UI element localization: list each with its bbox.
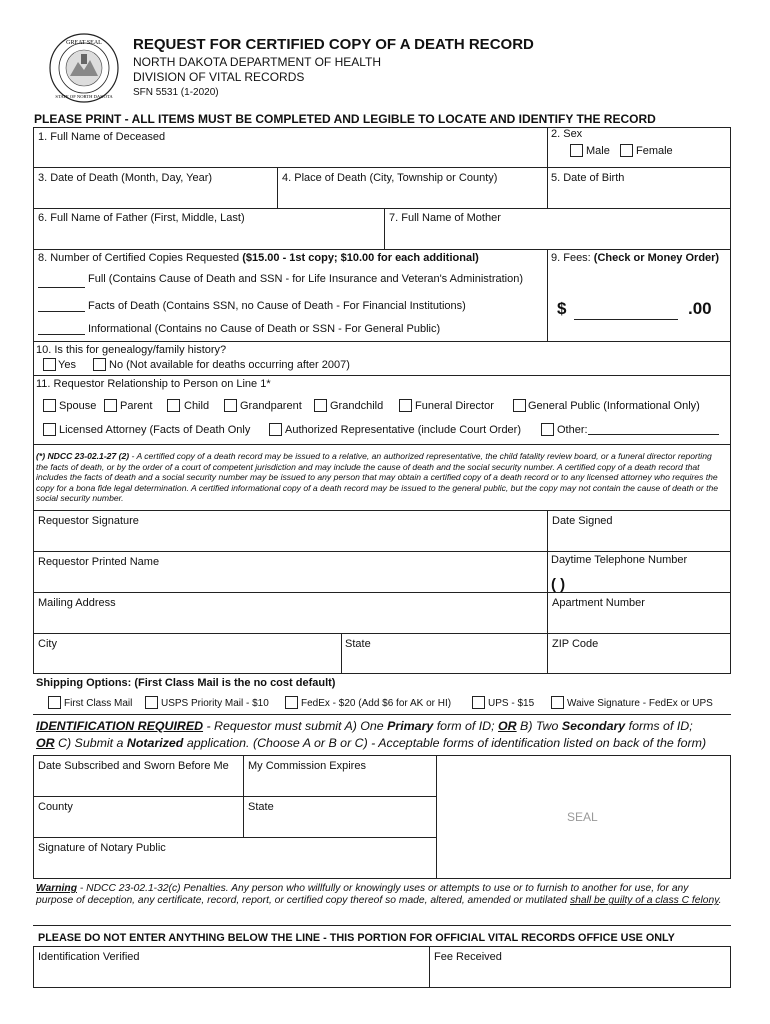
ship-waive-signature-label: Waive Signature - FedEx or UPS [567,698,713,709]
warning-heading: Warning [36,883,77,894]
fee-amount-line[interactable] [574,319,678,320]
division-name: DIVISION OF VITAL RECORDS [133,70,305,84]
notary-state-input[interactable] [248,817,431,833]
rel-authorized-rep-label: Authorized Representative (include Court Order) [285,424,522,436]
ship-fedex-label: FedEx - $20 (Add $6 for AK or HI) [301,698,452,709]
rel-licensed-attorney-label: Licensed Attorney (Facts of Death Only [59,424,251,436]
id-notarized: Notarized [126,736,184,750]
ship-usps-priority-label: USPS Priority Mail - $10 [161,698,269,709]
date-of-birth-input[interactable] [551,188,725,204]
rel-funeral-director-label: Funeral Director [415,400,494,412]
statute-paragraph [36,451,724,504]
ship-first-class-label: First Class Mail [64,698,133,709]
rel-grandparent-checkbox[interactable] [224,399,237,412]
date-sworn-input[interactable] [38,776,238,792]
city-input[interactable] [38,654,334,670]
notary-seal-placeholder: SEAL [567,810,598,824]
id-secondary: Secondary [561,719,626,733]
zip-code-input[interactable] [552,654,724,670]
genealogy-no-label: No (Not available for deaths occurring after 2007) [109,359,350,371]
rel-other-label: Other: [557,424,588,436]
sex-female-label: Female [636,145,673,157]
print-instruction: PLEASE PRINT - ALL ITEMS MUST BE COMPLETED AND LEGIBLE TO LOCATE AND IDENTIFY THE RECORD [34,112,656,126]
field-label-genealogy: 10. Is this for genealogy/family history? [36,344,227,356]
field-label-fees [551,252,719,265]
fee-dollar-sign: $ [557,299,567,318]
rel-child-label: Child [184,400,210,412]
phone-area-code-parens[interactable]: ( ) [551,576,566,593]
notary-signature-label: Signature of Notary Public [38,842,166,854]
state-label: State [345,638,371,650]
father-name-input[interactable] [38,229,378,245]
zip-code-label: ZIP Code [552,638,599,650]
office-use-notice: PLEASE DO NOT ENTER ANYTHING BELOW THE LINE - THIS PORTION FOR OFFICIAL VITAL RECORDS OFFICE USE ONLY [38,932,675,944]
place-of-death-input[interactable] [282,188,542,204]
form-number: SFN 5531 (1-2020) [133,87,219,98]
field-label-copies [38,252,479,265]
requestor-printed-name-input[interactable] [38,572,538,588]
requestor-signature-input[interactable] [38,531,538,547]
rel-child-checkbox[interactable] [167,399,180,412]
field-label-mother-name: 7. Full Name of Mother [389,212,501,224]
id-or-1: OR [498,719,517,733]
state-input[interactable] [345,654,541,670]
apartment-number-input[interactable] [552,613,724,629]
rel-funeral-director-checkbox[interactable] [399,399,412,412]
warning-paragraph [36,883,728,908]
id-required-line2 [36,736,706,751]
commission-expires-input[interactable] [248,776,431,792]
rel-grandchild-label: Grandchild [330,400,384,412]
rel-general-public-label: General Public (Informational Only) [528,400,700,412]
copies-label-text: 8. Number of Certified Copies Requested [38,252,243,264]
rel-spouse-checkbox[interactable] [43,399,56,412]
daytime-phone-label: Daytime Telephone Number [551,554,688,566]
id-primary: Primary [387,719,434,733]
copy-info-label: Informational (Contains no Cause of Death or SSN - For General Public) [88,323,441,335]
rel-parent-checkbox[interactable] [104,399,117,412]
ship-fedex-checkbox[interactable] [285,696,298,709]
rel-spouse-label: Spouse [59,400,97,412]
fee-cents: .00 [688,299,712,318]
commission-expires-label: My Commission Expires [248,760,366,772]
mailing-address-label: Mailing Address [38,597,116,609]
warning-text: - NDCC 23-02.1-32(c) Penalties. Any person who willfully or knowingly uses or attempts to use or to furnish to another for use, for any purpose of deception, any certificate, record, report, or certified copy thereof so made, altered, amended or mutilated [36,883,689,907]
city-label: City [38,638,57,650]
date-of-death-input[interactable] [38,188,270,204]
ship-ups-label: UPS - $15 [488,698,535,709]
ship-first-class-checkbox[interactable] [48,696,61,709]
id-verified-label: Identification Verified [38,951,140,963]
field-label-sex: 2. Sex [551,128,583,140]
notary-signature-input[interactable] [38,858,430,874]
form-title: REQUEST FOR CERTIFIED COPY OF A DEATH RECORD [133,36,534,53]
department-name: NORTH DAKOTA DEPARTMENT OF HEALTH [133,55,382,69]
rel-authorized-rep-checkbox[interactable] [269,423,282,436]
deceased-name-input[interactable] [38,148,538,166]
id-text-2: form of ID; [433,719,499,733]
rel-general-public-checkbox[interactable] [513,399,526,412]
sex-male-checkbox[interactable] [570,144,583,157]
rel-other-line[interactable] [588,434,719,435]
id-text-4: forms of ID; [625,719,693,733]
copy-facts-quantity-line[interactable] [38,311,85,312]
id-text-3: B) Two [516,719,562,733]
id-text-5: C) Submit a [54,736,127,750]
genealogy-yes-label: Yes [58,359,76,371]
date-signed-label: Date Signed [552,515,613,527]
rel-licensed-attorney-checkbox[interactable] [43,423,56,436]
ship-ups-checkbox[interactable] [472,696,485,709]
seal-bottom-text: STATE OF NORTH DAKOTA [55,94,113,99]
copies-pricing: ($15.00 - 1st copy; $10.00 for each additional) [242,252,479,264]
fees-payment-type: (Check or Money Order) [593,252,720,264]
id-required-line1 [36,719,693,734]
notary-county-input[interactable] [38,817,238,833]
statute-ref: (*) NDCC 23-02.1-27 (2) [36,451,130,461]
mother-name-input[interactable] [389,229,725,245]
field-label-place-of-death: 4. Place of Death (City, Township or County) [282,172,498,184]
copy-full-quantity-line[interactable] [38,287,85,288]
fees-label-text: 9. Fees: [551,252,594,264]
seal-top-text: GREAT SEAL [66,40,102,46]
id-required-heading: IDENTIFICATION REQUIRED [36,719,204,733]
fee-received-label: Fee Received [434,951,502,963]
mailing-address-input[interactable] [38,613,538,629]
date-signed-input[interactable] [552,531,724,547]
ship-waive-signature-checkbox[interactable] [551,696,564,709]
requestor-printed-name-label: Requestor Printed Name [38,556,160,568]
apartment-number-label: Apartment Number [552,597,645,609]
field-label-deceased-name: 1. Full Name of Deceased [38,131,166,143]
id-or-2: OR [36,736,55,750]
field-label-father-name: 6. Full Name of Father (First, Middle, Last) [38,212,245,224]
shipping-options-title: Shipping Options: (First Class Mail is the no cost default) [36,677,336,689]
genealogy-no-checkbox[interactable] [93,358,106,371]
genealogy-yes-checkbox[interactable] [43,358,56,371]
warning-end: . [718,895,722,907]
notary-state-label: State [248,801,274,813]
copy-facts-label: Facts of Death (Contains SSN, no Cause of Death - For Financial Institutions) [88,300,466,312]
rel-parent-label: Parent [120,400,153,412]
id-text-6: application. (Choose A or B or C) - Acceptable forms of identification listed on back of the form) [183,736,707,750]
statute-text: - A certified copy of a death record may be issued to a relative, an authorized representative, the child fatality review board, or a funeral director reporting the facts of death, or by the order of a court of competent jurisdiction and may include the cause of death and the social security number. A certified copy of a death record that includes the facts of death and a social security number may be issued to any person that may obtain a certified copy of a death record or to any licensed attorney who requires the copy for a bona fide legal determination. A certified informational copy of a death record may be issued to the general public, but the copy may not contain the cause of death or the social security number. [36,451,719,503]
copy-full-label: Full (Contains Cause of Death and SSN - for Life Insurance and Veteran's Administration) [88,273,523,285]
notary-county-label: County [38,801,73,813]
field-label-date-of-birth: 5. Date of Birth [551,172,625,184]
warning-felony: shall be guilty of a class C felony [570,895,719,907]
rel-grandparent-label: Grandparent [240,400,302,412]
copy-info-quantity-line[interactable] [38,334,85,335]
field-label-date-of-death: 3. Date of Death (Month, Day, Year) [38,172,213,184]
rel-other-checkbox[interactable] [541,423,554,436]
state-seal-logo [48,32,120,104]
date-sworn-label: Date Subscribed and Sworn Before Me [38,760,229,772]
requestor-signature-label: Requestor Signature [38,515,139,527]
sex-female-checkbox[interactable] [620,144,633,157]
id-text-1: - Requestor must submit A) One [203,719,388,733]
field-label-relationship: 11. Requestor Relationship to Person on Line 1* [36,378,271,390]
ship-usps-priority-checkbox[interactable] [145,696,158,709]
sex-male-label: Male [586,145,610,157]
rel-grandchild-checkbox[interactable] [314,399,327,412]
